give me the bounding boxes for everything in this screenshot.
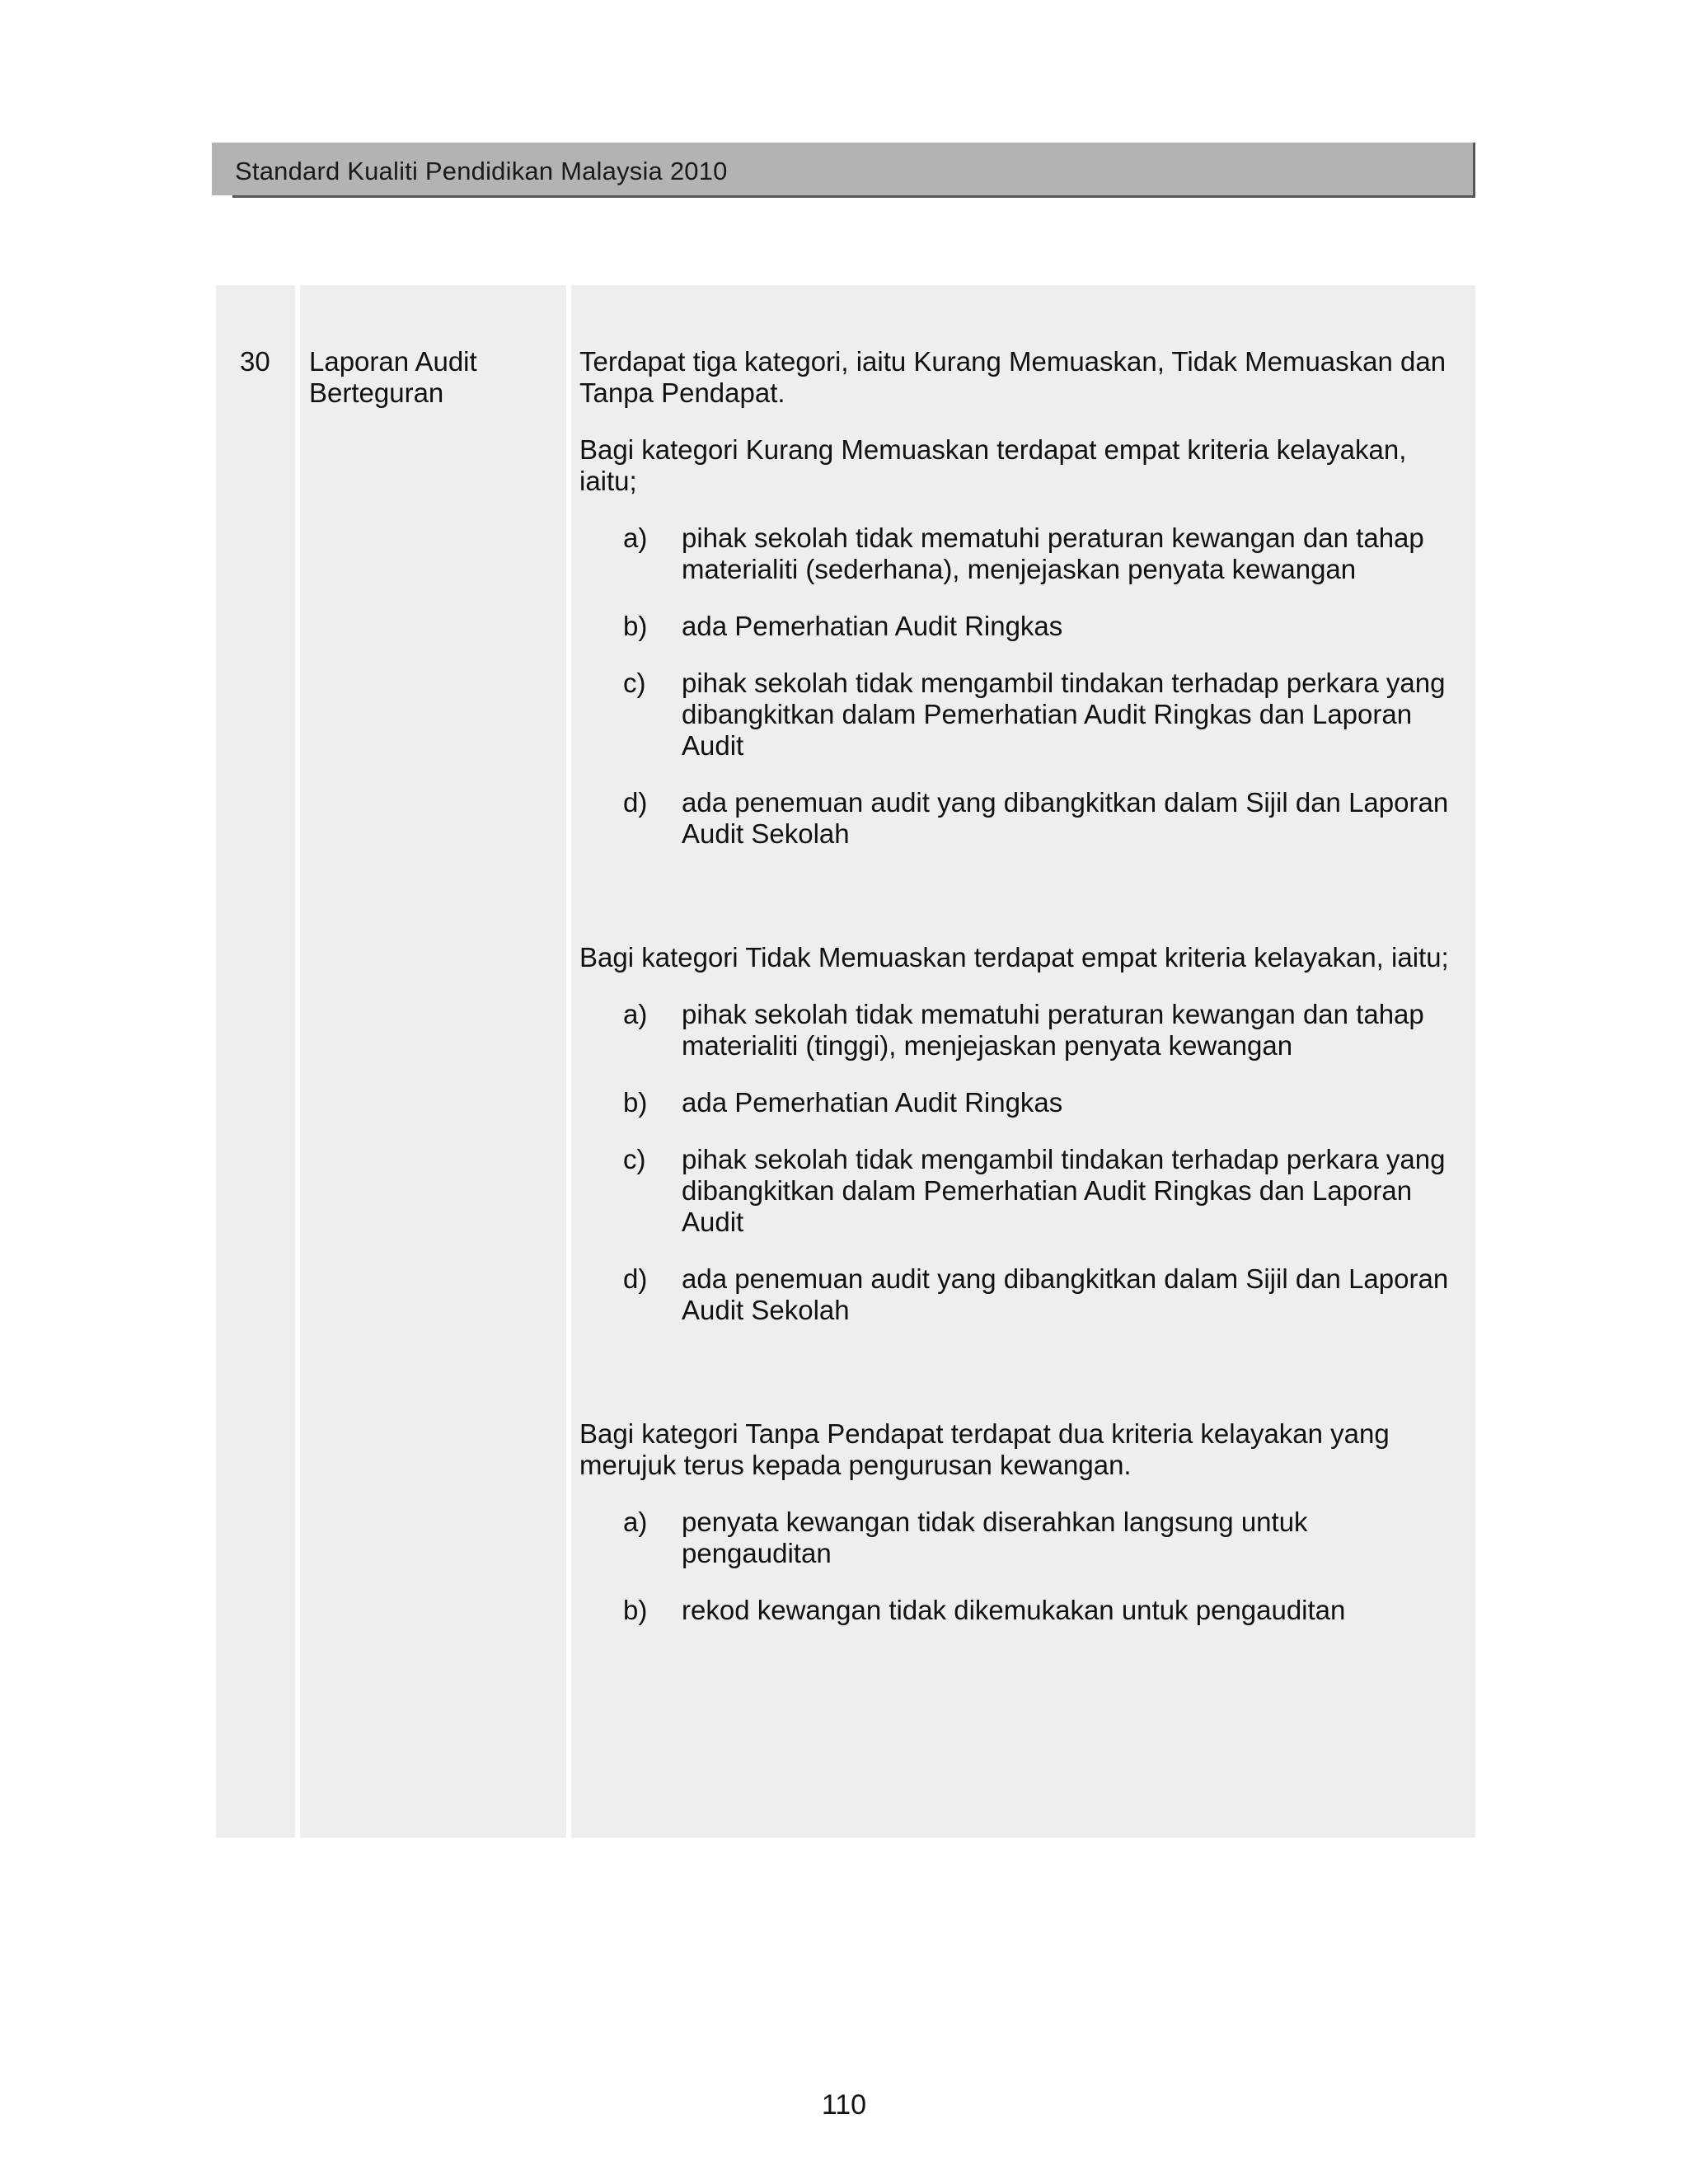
list-item-text: ada penemuan audit yang dibangkitkan dalam Sijil dan Laporan Audit Sekolah bbox=[682, 1263, 1449, 1325]
list-item-text: pihak sekolah tidak mematuhi peraturan kewangan dan tahap materialiti (tinggi), menjejaskan penyata kewangan bbox=[682, 999, 1424, 1061]
list-item bbox=[579, 999, 1461, 1062]
list-marker: b) bbox=[623, 611, 648, 641]
row-number: 30 bbox=[240, 346, 270, 377]
criteria-list bbox=[579, 1507, 1461, 1626]
document-title: Standard Kualiti Pendidikan Malaysia 2010 bbox=[235, 157, 728, 185]
category-section bbox=[579, 942, 1461, 1326]
section-heading: Bagi kategori Tanpa Pendapat terdapat dua kriteria kelayakan yang merujuk terus kepada pengurusan kewangan. bbox=[579, 1418, 1390, 1480]
list-item-text: penyata kewangan tidak diserahkan langsung untuk pengauditan bbox=[682, 1507, 1308, 1568]
list-item-text: ada Pemerhatian Audit Ringkas bbox=[682, 1087, 1063, 1118]
list-marker: a) bbox=[623, 1507, 648, 1537]
list-item-text: ada Pemerhatian Audit Ringkas bbox=[682, 611, 1063, 641]
list-item bbox=[579, 1087, 1461, 1118]
list-marker: c) bbox=[623, 668, 646, 698]
list-marker: b) bbox=[623, 1087, 648, 1118]
category-section bbox=[579, 434, 1461, 850]
list-marker: a) bbox=[623, 999, 648, 1029]
list-item bbox=[579, 523, 1461, 585]
item-title-line: Berteguran bbox=[309, 377, 444, 408]
list-item-text: rekod kewangan tidak dikemukakan untuk pengauditan bbox=[682, 1595, 1346, 1625]
list-item bbox=[579, 668, 1461, 762]
criteria-list bbox=[579, 523, 1461, 850]
section-heading: Bagi kategori Tidak Memuaskan terdapat empat kriteria kelayakan, iaitu; bbox=[579, 942, 1449, 972]
page-header bbox=[212, 143, 1475, 195]
list-item-text: pihak sekolah tidak mengambil tindakan terhadap perkara yang dibangkitkan dalam Pemerhatian Audit Ringkas dan Laporan Audit bbox=[682, 1144, 1446, 1237]
intro-paragraph: Terdapat tiga kategori, iaitu Kurang Memuaskan, Tidak Memuaskan dan Tanpa Pendapat. bbox=[579, 346, 1447, 408]
list-marker: d) bbox=[623, 1263, 648, 1294]
list-marker: a) bbox=[623, 523, 648, 553]
section-heading: Bagi kategori Kurang Memuaskan terdapat empat kriteria kelayakan, iaitu; bbox=[579, 434, 1407, 496]
list-item-text: ada penemuan audit yang dibangkitkan dalam Sijil dan Laporan Audit Sekolah bbox=[682, 787, 1449, 849]
list-item-text: pihak sekolah tidak mengambil tindakan terhadap perkara yang dibangkitkan dalam Pemerhatian Audit Ringkas dan Laporan Audit bbox=[682, 668, 1446, 761]
list-item bbox=[579, 1144, 1461, 1238]
number-column bbox=[216, 285, 295, 1838]
list-item-text: pihak sekolah tidak mematuhi peraturan kewangan dan tahap materialiti (sederhana), menjejaskan penyata kewangan bbox=[682, 523, 1424, 584]
list-item bbox=[579, 1595, 1461, 1626]
list-item bbox=[579, 1507, 1461, 1569]
item-title-line: Laporan Audit bbox=[309, 346, 477, 377]
list-item bbox=[579, 611, 1461, 642]
list-item bbox=[579, 787, 1461, 850]
category-section bbox=[579, 1418, 1461, 1626]
row-description bbox=[579, 346, 1461, 1652]
list-item bbox=[579, 1263, 1461, 1326]
description-column bbox=[571, 285, 1475, 1838]
criteria-table bbox=[216, 285, 1475, 1838]
list-marker: d) bbox=[623, 787, 648, 818]
criteria-list bbox=[579, 999, 1461, 1326]
list-marker: b) bbox=[623, 1595, 648, 1625]
list-marker: c) bbox=[623, 1144, 646, 1174]
row-item-title bbox=[309, 346, 556, 409]
item-column bbox=[300, 285, 566, 1838]
page-number: 110 bbox=[821, 2089, 867, 2121]
